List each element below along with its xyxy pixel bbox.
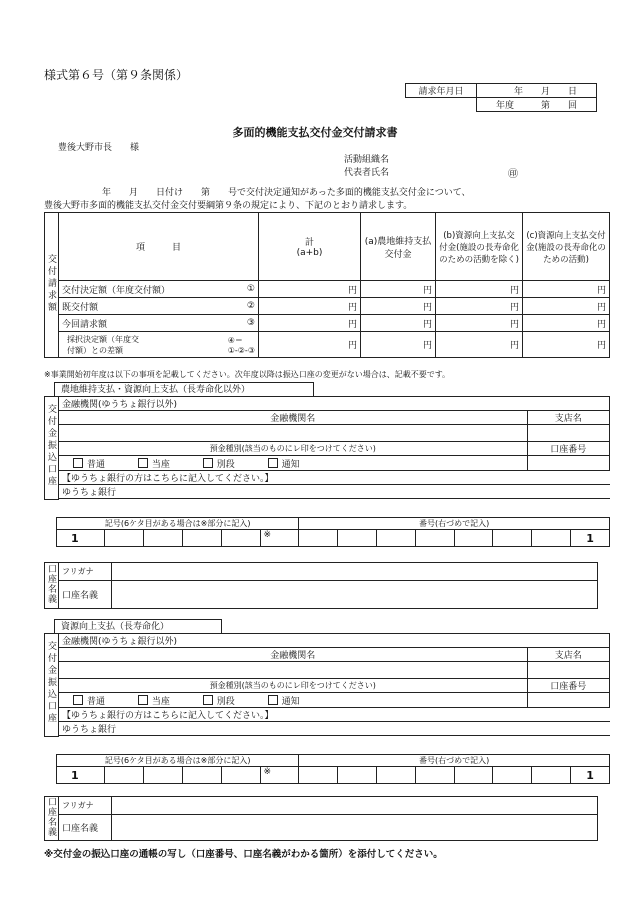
account-number-header: 口座番号 (527, 679, 609, 693)
furigana-field[interactable] (112, 797, 598, 815)
seal-mark: ㊞ (508, 169, 518, 180)
symbol-digit-star[interactable]: ※ (260, 530, 299, 547)
number-digit[interactable] (454, 530, 493, 547)
symbol-digit[interactable] (221, 767, 260, 784)
amount-cell[interactable]: 円 (361, 315, 436, 332)
form-number: 様式第６号（第９条関係） (44, 68, 189, 82)
checkbox-icon[interactable] (73, 458, 83, 468)
deposit-type-label: 預金種別(該当のものにレ印をつけてください) (59, 442, 528, 456)
footer-note: ※交付金の振込口座の通帳の写し（口座番号、口座名義がわかる箇所）を添付してください。 (44, 849, 443, 860)
symbol-digit[interactable] (144, 767, 183, 784)
number-digit[interactable] (415, 530, 454, 547)
furigana-field[interactable] (112, 563, 598, 581)
checkbox-icon[interactable] (138, 695, 148, 705)
row-label: 既交付額 (59, 298, 225, 315)
institution-name-header: 金融機関名 (59, 648, 528, 662)
symbol-digit[interactable] (182, 767, 221, 784)
request-date-box (405, 83, 597, 112)
symbol-label: 記号(6ケタ目がある場合は※部分に記入) (57, 518, 299, 530)
col-b-header: (b)資源向上支払交付金(施設の長寿命化のための活動を除く) (436, 213, 523, 281)
first-year-note: ※事業開始初年度は以下の事項を記載してください。次年度以降は振込口座の変更がない場合は、記載不要です。 (44, 370, 451, 379)
deposit-option[interactable]: 別段 (203, 460, 235, 470)
amount-cell[interactable]: 円 (259, 298, 361, 315)
bank-table (44, 396, 610, 500)
amount-cell[interactable]: 円 (523, 315, 610, 332)
number-digit[interactable] (338, 530, 377, 547)
furigana-label: フリガナ (59, 563, 112, 581)
symbol-digit: 1 (57, 530, 105, 547)
representative-label: 代表者氏名 (344, 168, 390, 178)
account-number-field[interactable] (527, 456, 609, 471)
item-header: 項 目 (59, 213, 259, 281)
body-text-line2: 豊後大野市多面的機能支払交付金交付要綱第９条の規定により、下記のとおり請求します。 (44, 201, 413, 211)
account-holder-table-1 (44, 562, 598, 609)
amount-table: 交付請求額 項 目 計 (a+b) (a)農地維持支払交付金 (b)資源向上支払交付金(施設の長寿命化のための活動を除く) (c)資源向上支払交付金(施設の長寿命化のための活動) 交付決定額（年度交付額） ① 円 円 円 円 既交付額 ② 円 円 円 円 今回請求額 ③ 円 円 円 円 採択決定額（年度交 付額）との差額 ④＝ ①-②-③ 円 円 円 円 (44, 212, 610, 358)
institution-name-header: 金融機関名 (59, 411, 528, 425)
amount-cell[interactable]: 円 (436, 298, 523, 315)
col-a-header: (a)農地維持支払交付金 (361, 213, 436, 281)
page-title: 多面的機能支払交付金交付請求書 (232, 126, 398, 139)
section-side-label: 交付金振込口座 (45, 397, 59, 500)
number-digit[interactable] (415, 767, 454, 784)
total-header: 計 (a+b) (259, 213, 361, 281)
branch-name-field[interactable] (527, 425, 609, 442)
addressee: 豊後大野市長 様 (58, 143, 140, 153)
amount-cell[interactable]: 円 (259, 281, 361, 298)
institution-label: 金融機関(ゆうちょ銀行以外) (59, 397, 610, 411)
account-holder-label: 口座名義 (59, 581, 112, 609)
row-label: 今回請求額 (59, 315, 225, 332)
section-side-label: 交付金振込口座 (45, 634, 59, 737)
deposit-type-label: 預金種別(該当のものにレ印をつけてください) (59, 679, 528, 693)
amount-side-label: 交付請求額 (45, 213, 59, 358)
request-period-value[interactable]: 年度 第 回 (477, 98, 597, 112)
amount-cell[interactable]: 円 (259, 332, 361, 358)
institution-label: 金融機関(ゆうちょ銀行以外) (59, 634, 610, 648)
branch-name-header: 支店名 (527, 411, 609, 425)
holder-side-label: 口座名義 (45, 563, 59, 609)
institution-name-field[interactable] (59, 662, 528, 679)
symbol-digit[interactable] (105, 530, 144, 547)
holder-side-label: 口座名義 (45, 797, 59, 841)
number-digit[interactable] (299, 530, 338, 547)
number-digit[interactable] (532, 767, 571, 784)
number-label: 番号(右づめで記入) (299, 518, 610, 530)
amount-cell[interactable]: 円 (361, 298, 436, 315)
deposit-option[interactable]: 通知 (268, 697, 300, 707)
institution-name-field[interactable] (59, 425, 528, 442)
symbol-digit[interactable] (221, 530, 260, 547)
number-digit[interactable] (377, 530, 416, 547)
number-digit[interactable] (493, 530, 532, 547)
checkbox-icon[interactable] (73, 695, 83, 705)
number-digit[interactable] (454, 767, 493, 784)
org-name-label: 活動組織名 (344, 155, 390, 165)
number-digit[interactable] (532, 530, 571, 547)
deposit-option[interactable]: 別段 (203, 697, 235, 707)
number-digit: 1 (571, 767, 610, 784)
symbol-digit[interactable] (182, 530, 221, 547)
yucho-grid (56, 754, 610, 784)
checkbox-icon[interactable] (138, 458, 148, 468)
checkbox-icon[interactable] (203, 695, 213, 705)
amount-cell[interactable]: 円 (361, 281, 436, 298)
deposit-type-options (59, 693, 528, 708)
amount-cell[interactable]: 円 (436, 332, 523, 358)
amount-cell[interactable]: 円 (523, 281, 610, 298)
checkbox-icon[interactable] (203, 458, 213, 468)
symbol-digit[interactable] (105, 767, 144, 784)
symbol-digit-star[interactable]: ※ (260, 767, 299, 784)
symbol-digit: 1 (57, 767, 105, 784)
yucho-note: 【ゆうちょ銀行の方はこちらに記入してください。】 (59, 708, 610, 722)
branch-name-field[interactable] (527, 662, 609, 679)
symbol-digit[interactable] (144, 530, 183, 547)
number-digit[interactable] (338, 767, 377, 784)
amount-cell[interactable]: 円 (436, 315, 523, 332)
account-number-field[interactable] (527, 693, 609, 708)
amount-cell[interactable]: 円 (361, 332, 436, 358)
account-holder-label: 口座名義 (59, 815, 112, 841)
yucho-note: 【ゆうちょ銀行の方はこちらに記入してください。】 (59, 471, 610, 485)
deposit-type-options (59, 456, 528, 471)
account-holder-field[interactable] (112, 581, 598, 609)
symbol-label: 記号(6ケタ目がある場合は※部分に記入) (57, 755, 299, 767)
deposit-option[interactable]: 普通 (73, 460, 105, 470)
amount-cell[interactable]: 円 (436, 281, 523, 298)
furigana-label: フリガナ (59, 797, 112, 815)
yucho-bank-label: ゆうちょ銀行 (59, 722, 610, 736)
bank-table (44, 633, 610, 737)
body-text-line1: 年 月 日付け 第 号で交付決定通知があった多面的機能支払交付金について、 (102, 188, 471, 198)
deposit-option[interactable]: 当座 (138, 697, 170, 707)
request-date-label: 請求年月日 (406, 84, 477, 98)
checkbox-icon[interactable] (268, 458, 278, 468)
deposit-option[interactable]: 当座 (138, 460, 170, 470)
number-digit: 1 (571, 530, 610, 547)
row-label: 交付決定額（年度交付額） (59, 281, 225, 298)
number-digit[interactable] (299, 767, 338, 784)
number-label: 番号(右づめで記入) (299, 755, 610, 767)
branch-name-header: 支店名 (527, 648, 609, 662)
col-c-header: (c)資源向上支払交付金(施設の長寿命化のための活動) (523, 213, 610, 281)
diff-row-num: ④＝ ①-②-③ (225, 332, 259, 358)
request-date-value[interactable]: 年 月 日 (477, 84, 597, 98)
amount-cell[interactable]: 円 (523, 332, 610, 358)
number-digit[interactable] (377, 767, 416, 784)
account-number-header: 口座番号 (527, 442, 609, 456)
section-tab: 農地維持支払・資源向上支払（長寿命化以外） (54, 382, 314, 397)
yucho-grid (56, 517, 610, 547)
deposit-option[interactable]: 普通 (73, 697, 105, 707)
account-holder-table-2 (44, 796, 598, 841)
section-tab: 資源向上支払（長寿命化） (54, 619, 222, 634)
account-holder-field[interactable] (112, 815, 598, 841)
deposit-option[interactable]: 通知 (268, 460, 300, 470)
yucho-bank-label: ゆうちょ銀行 (59, 485, 610, 499)
checkbox-icon[interactable] (268, 695, 278, 705)
number-digit[interactable] (493, 767, 532, 784)
amount-cell[interactable]: 円 (523, 298, 610, 315)
diff-row-label: 採択決定額（年度交 付額）との差額 (59, 332, 225, 358)
amount-cell[interactable]: 円 (259, 315, 361, 332)
